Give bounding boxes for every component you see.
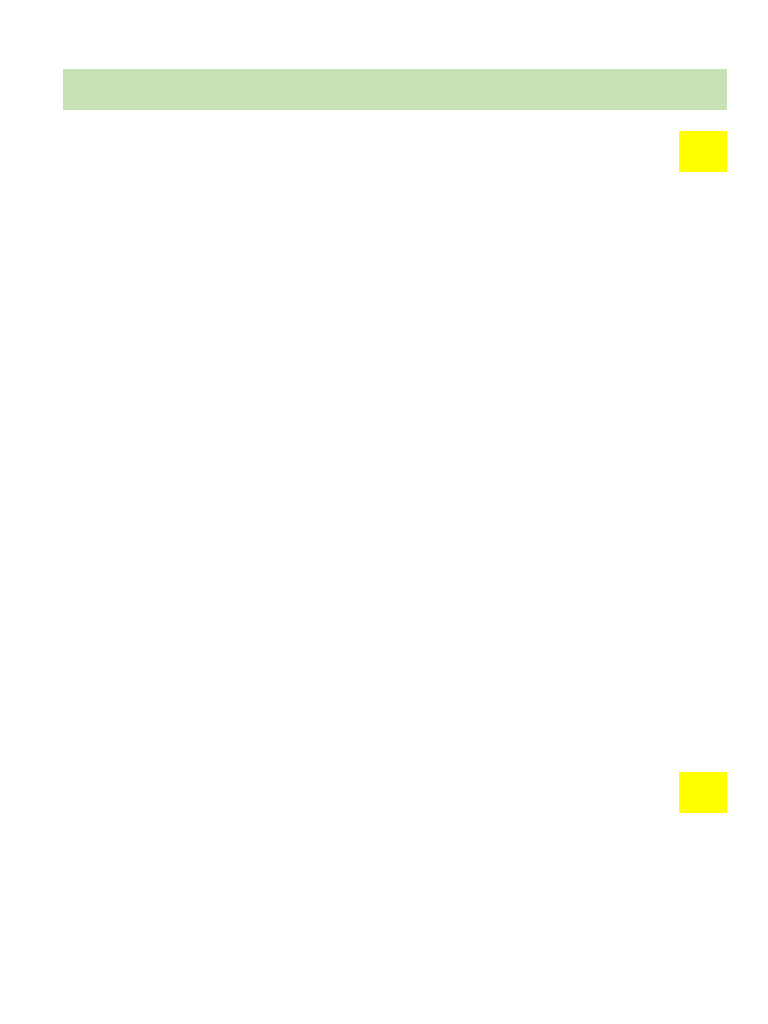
- header-extension: [679, 131, 727, 172]
- title-banner: [63, 69, 727, 110]
- header-extension: [679, 772, 727, 813]
